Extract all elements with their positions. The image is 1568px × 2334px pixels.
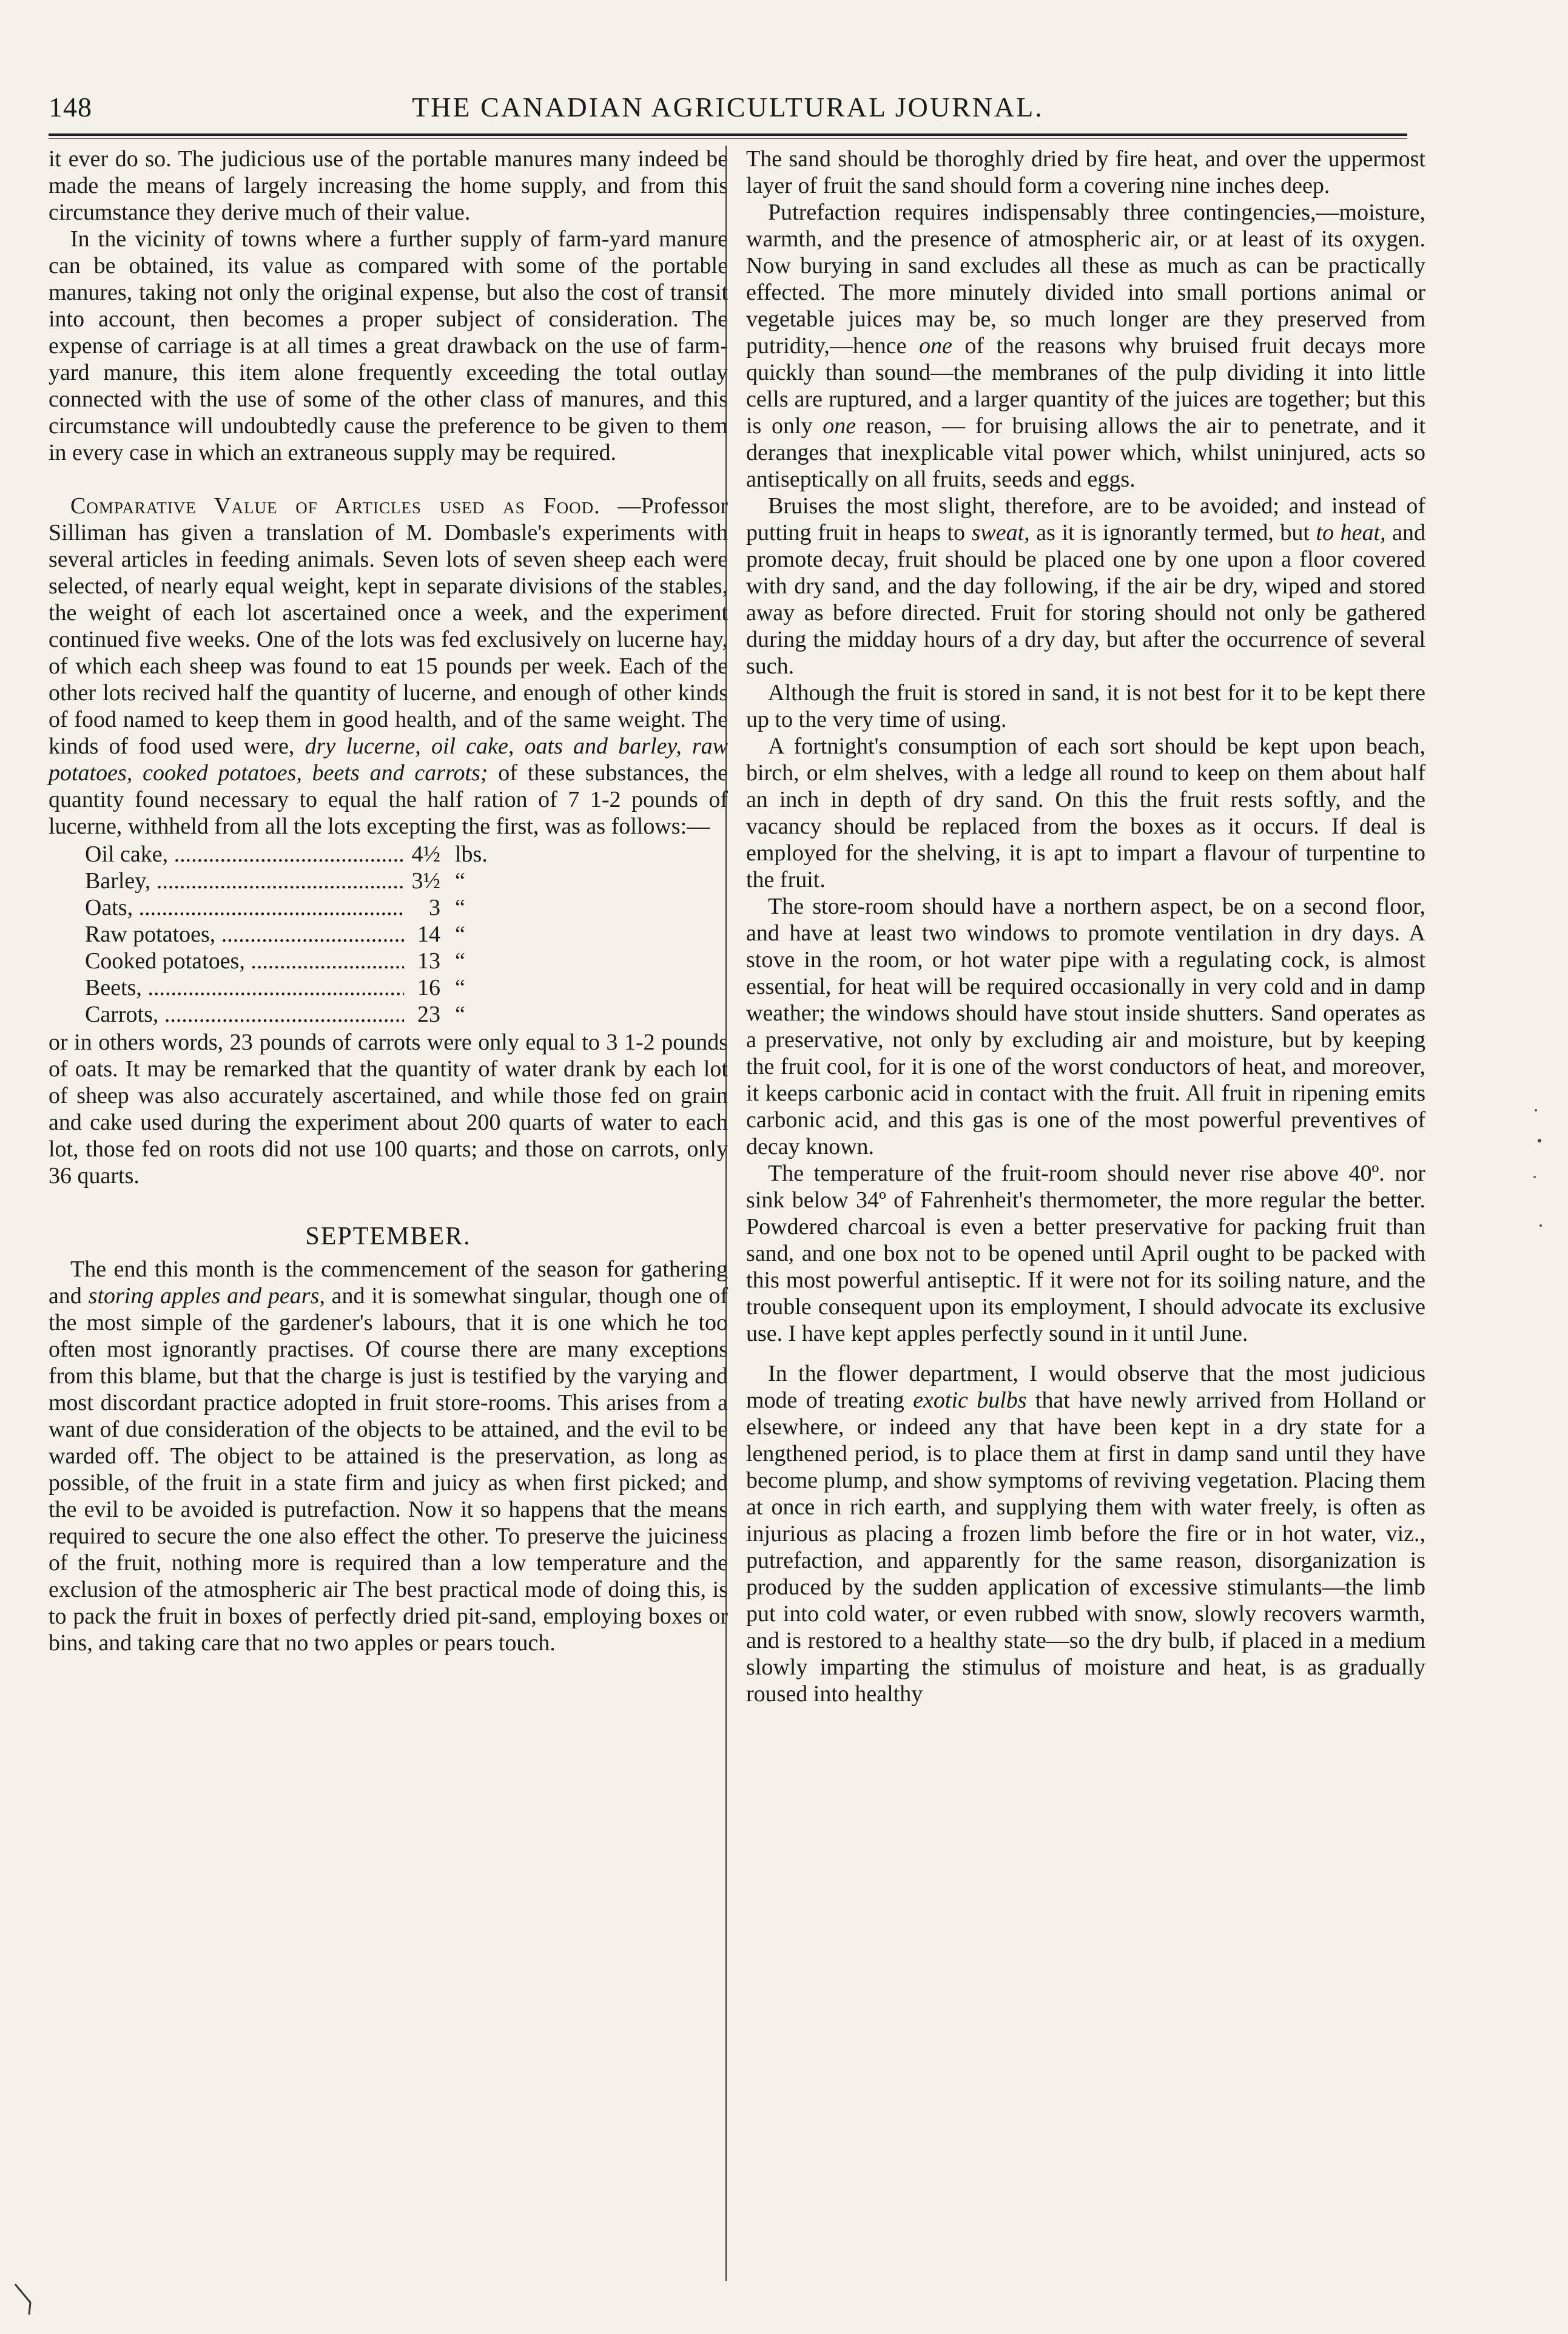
left-column (49, 146, 728, 1656)
right-column (746, 146, 1425, 1707)
paragraph: The sand should be thoroghly dried by fire heat, and over the uppermost layer of fruit the sand should form a covering nine inches deep. (746, 146, 1425, 198)
page-header (49, 91, 1407, 127)
ration-unit: lbs. (455, 842, 488, 867)
section-title: SEPTEMBER. (305, 1223, 471, 1250)
ration-quantity: 16 (417, 975, 440, 1000)
ration-food: Carrots, ..... (85, 1001, 404, 1028)
ration-quantity: 13 (417, 948, 440, 974)
paragraph (746, 493, 1425, 680)
article-paragraph (49, 493, 728, 840)
article-text: —Professor Silliman has given a translation of M. Dombasle's experiments with several articles in feeding animals. Seven lots of seven sheep each were selected, of nearly equal weight, kept in separate divisions of the stables, the weight of each lot ascertained once a week, and the experiment continued five weeks. One of the lots was fed exclusively on lucerne hay, of which each sheep was found to eat 15 pounds per week. Each of the other lots recived half the quantity of lucerne, and enough of other kinds of food named to keep them in good health, and of the same weight. The kinds of food used were, (49, 493, 728, 759)
header-rule-thin (49, 138, 1407, 139)
text-run: Bruises the most slight, therefore, are to be avoided; and instead of putting fruit in heaps to (746, 493, 1425, 545)
text-run: In the flower department, I would observe that the most judicious mode of treating (746, 1361, 1425, 1413)
paragraph: In the vicinity of towns where a further supply of farm-yard manure can be obtained, its value as compared with some of the portable manures, taking not only the original expense, but also the cost of transit into account, then becomes a proper subject of consideration. The expense of carriage is at all times a great drawback on the use of farm-yard manure, this item alone frequently exceeding the total outlay connected with the use of some of the other class of manures, and this circumstance will undoubtedly cause the preference to be given to them in every case in which an extraneous supply may be required. (49, 226, 728, 465)
ration-row (85, 948, 522, 974)
page-number: 148 (49, 92, 92, 123)
ration-unit: “ (455, 948, 465, 974)
ration-row (85, 868, 522, 894)
italic-run: storing apples and pears, (88, 1283, 325, 1309)
paragraph (746, 199, 1425, 493)
article-title: Comparative Value of Articles used as Food. (70, 493, 601, 519)
ration-quantity: 23 (417, 1002, 440, 1027)
section-paragraph (49, 1256, 728, 1656)
italic-run: one (919, 333, 952, 359)
spacer (49, 466, 728, 493)
paragraph: A fortnight's consumption of each sort should be kept upon beach, birch, or elm shelves, with a ledge all round to keep on them about half an inch in depth of dry sand. On this the fruit rests softly, and the vacancy should be replaced from the boxes as it occurs. If deal is employed for the shelving, it is apt to impart a flavour of turpentine to the fruit. (746, 734, 1425, 892)
ration-quantity: 4½ (411, 842, 440, 867)
column-divider (725, 146, 727, 2281)
text-run: of the reasons why bruised fruit decays more quickly than sound—the membranes of the pulp dividing it into little cells are ruptured, and a larger quantity of the juices are together; but this is only (746, 333, 1425, 439)
text-run: that have newly arrived from Holland or elsewhere, or indeed any that have been kept in a dry state for a lengthened period, is to place them at first in damp sand until they have become plump, and show symptoms of reviving vegetation. Placing them at once in rich earth, and supplying them with water freely, is often as injurious as placing a frozen limb before the fire or in hot water, viz., putrefaction, and apparently for the same reason, disorganization is produced by the sudden application of excessive stimulants—the limb put into cold water, or even rubbed with snow, slowly recovers warmth, and is restored to a healthy state—so the dry bulb, if placed in a medium slowly imparting the stimulus of moisture and heat, is as gradually roused into healthy (746, 1388, 1426, 1707)
paragraph: it ever do so. The judicious use of the portable manures many indeed be made the means of largely increasing the home supply, and from this circumstance they derive much of their value. (49, 146, 728, 225)
ration-row (85, 841, 522, 868)
ration-row (85, 894, 522, 921)
paragraph: Although the fruit is stored in sand, it is not best for it to be kept there up to the very time of using. (746, 680, 1425, 732)
paragraph: The temperature of the fruit-room should never rise above 40º. nor sink below 34º of Fahrenheit's thermometer, the more regular the better. Powdered charcoal is even a better preservative for packing fruit than sand, and one box not to be opened until April ought to be packed with this most powerful antiseptic. If it were not for its soiling nature, and the trouble consequent upon its employment, I should advocate its exclusive use. I have kept apples perfectly sound in it until June. (746, 1161, 1425, 1346)
ration-unit: “ (455, 868, 465, 894)
ration-row (85, 1001, 522, 1028)
paragraph: The store-room should have a northern aspect, be on a second floor, and have at least two windows to promote ventilation in dry days. A stove in the room, or hot water pipe with a regulating cock, is almost essential, for heat will be required occasionally in very cold and in damp weather; the windows should have stout inside shutters. Sand operates as a preservative, not only by excluding air and moisture, but by keeping the fruit cool, for it is one of the worst conductors of heat, and moreover, it keeps carbonic acid in contact with the fruit. All fruit in ripening emits carbonic acid, and this gas is one of the most powerful preventives of decay known. (746, 894, 1425, 1159)
spacer (746, 1347, 1425, 1360)
paragraph (746, 1360, 1425, 1707)
ration-unit: “ (455, 922, 465, 947)
foods-italic: dry lucerne, oil cake, oats and barley, raw potatoes, cooked potatoes, beets and carrots; (49, 734, 728, 786)
corner-scratch-icon (12, 2281, 42, 2318)
ration-unit: “ (455, 1002, 465, 1027)
ration-quantity: 3½ (411, 868, 440, 894)
text-run: Putrefaction requires indispensably three contingencies,—moisture, warmth, and the presence of atmospheric air, or at least of its oxygen. Now burying in sand excludes all these as much as can be practically effected. The more minutely divided into small portions animal or vegetable juices may be, so much longer are they preserved from putridity,—hence (746, 200, 1425, 359)
ration-food: Barley, ..... (85, 868, 404, 894)
header-rule (49, 133, 1407, 136)
text-run: and promote decay, fruit should be placed one by one upon a floor covered with dry sand, and the day following, if the air be dry, wiped and stored away as before directed. Fruit for storing should not only be gathered during the midday hours of a dry day, but after the occurrence of several such. (746, 520, 1426, 679)
paragraph: or in others words, 23 pounds of carrots were only equal to 3 1-2 pounds of oats. It may be remarked that the quantity of water drank by each lot of sheep was also accurately ascertained, and while those fed on grain and cake used during the experiment about 200 quarts of water to each lot, those fed on roots did not use 100 quarts; and those on carrots, only 36 quarts. (49, 1030, 728, 1189)
article-text-end: of these substances, the quantity found necessary to equal the half ration of 7 1-2 pounds of lucerne, withheld from all the lots excepting the first, was as follows:— (49, 760, 728, 839)
ration-row (85, 921, 522, 948)
margin-specks-icon (1529, 1104, 1547, 1238)
ration-food: Raw potatoes, ..... (85, 921, 404, 948)
ration-row (85, 974, 522, 1001)
italic-run: sweat, (971, 520, 1030, 545)
running-title: THE CANADIAN AGRICULTURAL JOURNAL. (412, 92, 1044, 123)
text-run: The end this month is the commencement of the season for gathering and (49, 1256, 728, 1309)
ration-quantity: 14 (417, 922, 440, 947)
text-run: and it is somewhat singular, though one of the most simple of the gardener's labours, that it is one which he too often most ignorantly practises. Of course there are many exceptions from this blame, but that the charge is just is testified by the varying and most discordant practice adopted in fruit store-rooms. This arises from a want of due consideration of the objects to be attained, and the evil to be warded off. The object to be attained is the preservation, as long as possible, of the fruit in a state firm and juicy as when first picked; and the evil to be avoided is putrefaction. Now it so happens that the means required to secure the one also effect the other. To preserve the juiciness of the fruit, nothing more is required than a low temperature and the exclusion of the atmospheric air The best practical mode of doing this, is to pack the fruit in boxes of perfectly dried pit-sand, employing boxes or bins, and taking care that no two apples or pears touch. (49, 1283, 728, 1656)
italic-run: exotic bulbs (913, 1388, 1027, 1413)
ration-food: Beets, ..... (85, 974, 404, 1001)
ration-food: Oil cake, ..... (85, 841, 404, 868)
italic-run: to heat, (1316, 520, 1386, 545)
italic-run: one (823, 413, 856, 439)
ration-food: Oats, ..... (85, 894, 404, 921)
ration-quantity: 3 (429, 895, 440, 920)
ration-unit: “ (455, 895, 465, 920)
ration-table (85, 841, 728, 1028)
ration-unit: “ (455, 975, 465, 1000)
text-run: as it is ignorantly termed, but (1036, 520, 1310, 545)
text-run: reason, — for bruising allows the air to penetrate, and it deranges that inexplicable vital power which, whilst uninjured, acts so antiseptically on all fruits, seeds and eggs. (746, 413, 1426, 492)
ration-food: Cooked potatoes, ..... (85, 948, 404, 974)
